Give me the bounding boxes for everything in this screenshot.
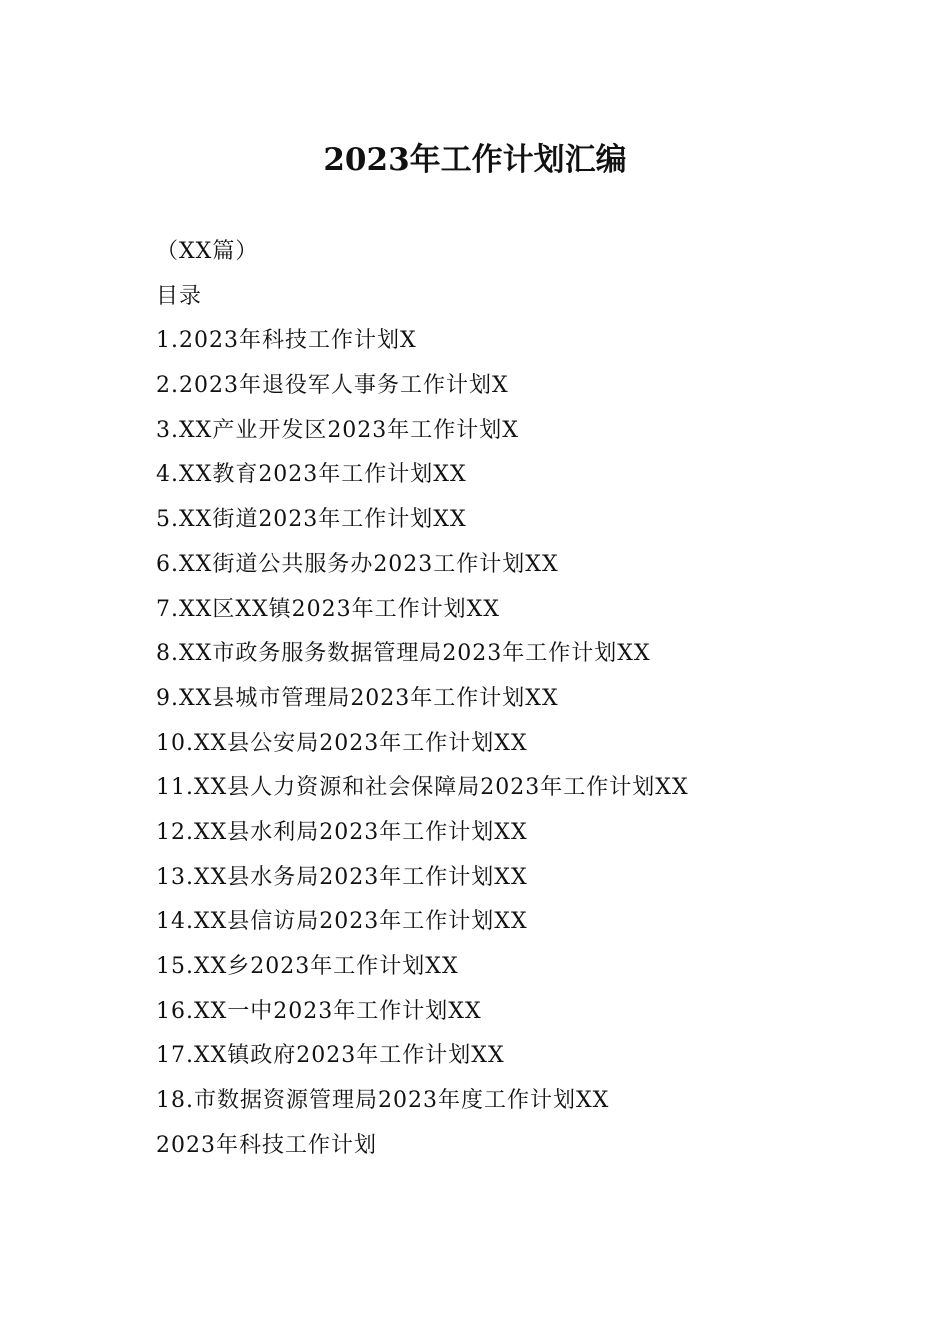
section-heading: 2023年科技工作计划 <box>156 1132 377 1158</box>
toc-item: 14.XX县信访局2023年工作计划XX <box>156 909 528 935</box>
toc-item: 11.XX县人力资源和社会保障局2023年工作计划XX <box>156 775 689 801</box>
toc-item: 12.XX县水利局2023年工作计划XX <box>156 819 528 845</box>
toc-item: 4.XX教育2023年工作计划XX <box>156 462 467 488</box>
toc-heading: 目录 <box>156 283 203 309</box>
document-subtitle: （XX篇） <box>156 239 259 264</box>
toc-item: 6.XX街道公共服务办2023工作计划XX <box>156 551 559 577</box>
toc-item: 18.市数据资源管理局2023年度工作计划XX <box>156 1088 610 1114</box>
toc-item: 15.XX乡2023年工作计划XX <box>156 954 459 979</box>
toc-item: 17.XX镇政府2023年工作计划XX <box>156 1043 505 1069</box>
table-of-contents <box>156 319 876 1123</box>
toc-item: 9.XX县城市管理局2023年工作计划XX <box>156 685 559 711</box>
document-title: 2023年工作计划汇编 <box>323 142 627 178</box>
toc-item: 10.XX县公安局2023年工作计划XX <box>156 730 528 756</box>
toc-item: 3.XX产业开发区2023年工作计划X <box>156 417 519 443</box>
toc-item: 8.XX市政务服务数据管理局2023年工作计划XX <box>156 641 651 667</box>
toc-item: 5.XX街道2023年工作计划XX <box>156 507 467 533</box>
toc-item: 2.2023年退役军人事务工作计划X <box>156 373 509 399</box>
toc-item: 13.XX县水务局2023年工作计划XX <box>156 864 528 890</box>
toc-item: 16.XX一中2023年工作计划XX <box>156 998 482 1024</box>
toc-item: 7.XX区XX镇2023年工作计划XX <box>156 596 500 622</box>
document-body <box>156 230 876 1168</box>
toc-item: 1.2023年科技工作计划X <box>156 328 417 354</box>
